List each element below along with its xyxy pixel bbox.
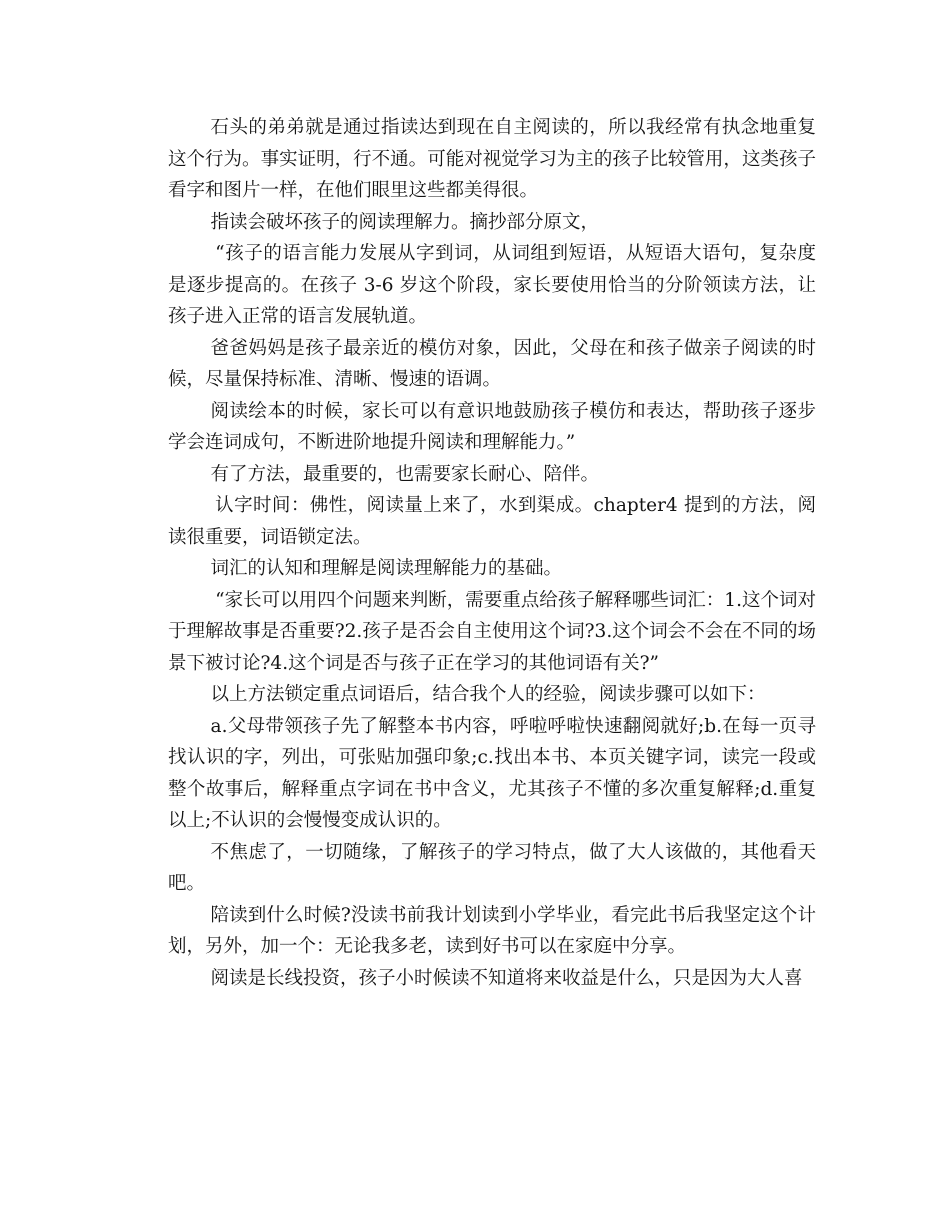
paragraph: 不焦虑了，一切随缘，了解孩子的学习特点，做了大人该做的，其他看天吧。 [168, 841, 816, 894]
paragraph: 石头的弟弟就是通过指读达到现在自主阅读的，所以我经常有执念地重复这个行为。事实证明，行不通。可能对视觉学习为主的孩子比较管用，这类孩子看字和图片一样，在他们眼里这些都美得很。 [168, 117, 816, 201]
article-body [168, 112, 816, 994]
paragraph: 指读会破坏孩子的阅读理解力。摘抄部分原文， [210, 211, 600, 233]
paragraph: 陪读到什么时候?没读书前我计划读到小学毕业，看完此书后我坚定这个计划，另外，加一个：无论我多老，读到好书可以在家庭中分享。 [168, 904, 816, 957]
paragraph: 以上方法锁定重点词语后，结合我个人的经验，阅读步骤可以如下： [210, 684, 766, 705]
paragraph: 有了方法，最重要的，也需要家长耐心、陪伴。 [210, 463, 600, 485]
paragraph: 阅读绘本的时候，家长可以有意识地鼓励孩子模仿和表达，帮助孩子逐步学会连词成句，不断进阶地提升阅读和理解能力。” [168, 400, 816, 453]
quote-paragraph: “家长可以用四个问题来判断，需要重点给孩子解释哪些词汇：1.这个词对于理解故事是否重要?2.孩子是否会自主使用这个词?3.这个词会不会在不同的场景下被讨论?4.这个词是否与孩子正在学习的其他词语有关?” [168, 589, 816, 674]
paragraph: 认字时间：佛性，阅读量上来了，水到渠成。chapter4 提到的方法，阅读很重要，词语锁定法。 [168, 495, 816, 548]
paragraph: 爸爸妈妈是孩子最亲近的模仿对象，因此，父母在和孩子做亲子阅读的时候，尽量保持标准、清晰、慢速的语调。 [168, 337, 816, 390]
paragraph: 阅读是长线投资，孩子小时候读不知道将来收益是什么，只是因为大人喜 [210, 967, 803, 989]
quote-paragraph: “孩子的语言能力发展从字到词，从词组到短语，从短语大语句，复杂度是逐步提高的。在孩子 3-6 岁这个阶段，家长要使用恰当的分阶领读方法，让孩子进入正常的语言发展轨道。 [168, 243, 816, 327]
paragraph: a.父母带领孩子先了解整本书内容，呼啦呼啦快速翻阅就好;b.在每一页寻找认识的字，列出，可张贴加强印象;c.找出本书、本页关键字词，读完一段或整个故事后，解释重点字词在书中含义，尤其孩子不懂的多次重复解释;d.重复以上;不认识的会慢慢变成认识的。 [168, 715, 816, 831]
paragraph: 词汇的认知和理解是阅读理解能力的基础。 [210, 558, 563, 579]
